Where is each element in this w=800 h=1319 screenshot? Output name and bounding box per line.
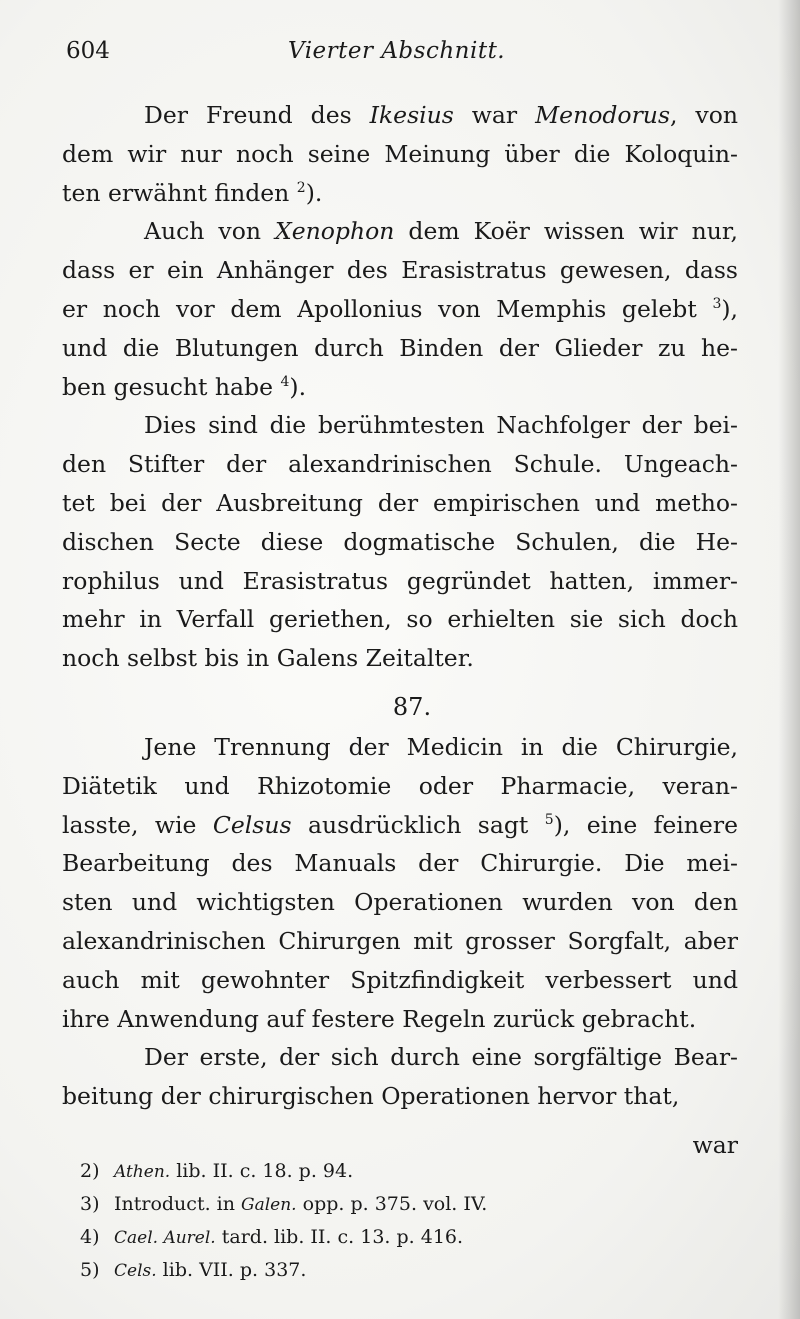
text-line [62,445,738,484]
italic-text: Athen. [114,1162,171,1182]
text-line [62,406,738,445]
text-run: war [453,101,536,129]
text-run: rophilus und Erasistratus gegründet hatten, immer- [62,566,738,595]
text-run: dem wir nur noch seine Meinung über die Koloquin- [62,139,738,168]
text-run: sten und wichtigsten Operationen wurden von den [62,888,738,917]
text-run: , von [670,101,738,129]
italic-text: Cels. [114,1261,157,1281]
text-run: lib. VII. p. 337. [156,1259,307,1281]
section-number: 87. [392,692,432,721]
footnote [80,1188,700,1221]
text-run: ), [721,294,738,323]
running-title: Vierter Abschnitt. [288,38,506,64]
catchword: war [692,1130,738,1159]
footnote-reference: 5 [544,811,554,828]
text-line [62,767,738,806]
text-run: ihre Anwendung auf festere Regeln zurück gebracht. [62,1004,697,1033]
text-run: noch selbst bis in Galens Zeitalter. [62,644,474,673]
text-run: dischen Secte diese dogmatische Schulen, die He- [62,527,738,556]
text-run: alexandrinischen Chirurgen mit grosser Sorgfalt, aber [62,926,738,955]
italic-text: Menodorus [535,101,670,129]
paragraph [62,212,738,406]
text-line [62,135,738,174]
text-run: ), eine feinere [553,810,738,839]
paragraph [62,96,738,212]
text-line [62,600,738,639]
paragraph [62,728,738,1038]
text-run: Jene Trennung der Medicin in die Chirurgie, [144,732,738,761]
page-header [66,38,746,78]
footnote [80,1221,700,1254]
text-run: Introduct. in [114,1193,242,1215]
text-line [62,883,738,922]
text-line [62,290,738,329]
text-line [62,96,738,135]
paragraph [62,406,738,678]
paragraph-group-1 [62,96,738,678]
footnote-number: 4) [80,1226,100,1248]
page-number: 604 [66,38,110,64]
text-line [62,961,738,1000]
text-run: dass er ein Anhänger des Erasistratus gewesen, dass [62,256,738,285]
footnote-reference: 4 [280,373,290,390]
text-line [62,523,738,562]
text-run: ausdrücklich sagt [291,810,545,839]
text-line [62,1000,738,1039]
text-line [62,1077,738,1116]
italic-text: Cael. Aurel. [114,1228,216,1248]
text-run: ben gesucht habe [62,372,281,401]
page-edge-shadow [778,0,800,1319]
text-run: auch mit gewohnter Spitzfindigkeit verbessert und [62,965,738,994]
text-run: tet bei der Ausbreitung der empirischen und metho- [62,488,738,517]
text-run: dem Koër wissen wir nur, [394,217,738,246]
text-line [62,484,738,523]
text-line [62,562,738,601]
footnote-number: 2) [80,1160,100,1182]
footnote-reference: 2 [296,179,306,196]
text-line [62,329,738,368]
text-run: ten erwähnt finden [62,178,297,207]
text-run: Dies sind die berühmtesten Nachfolger der bei- [144,411,738,440]
text-run: beitung der chirurgischen Operationen hervor that, [62,1082,680,1111]
text-run: mehr in Verfall geriethen, so erhielten sie sich doch [62,605,738,634]
text-line [62,844,738,883]
text-run: und die Blutungen durch Binden der Glieder zu he- [62,333,738,362]
text-line [62,922,738,961]
text-run: Auch von [144,217,275,246]
footnote-number: 3) [80,1193,100,1215]
text-run: Der erste, der sich durch eine sorgfältige Bear- [144,1043,738,1072]
paragraph [62,1038,738,1116]
text-run: lib. II. c. 18. p. 94. [170,1160,354,1182]
italic-text: Ikesius [369,101,454,129]
text-run: Diätetik und Rhizotomie oder Pharmacie, veran- [62,771,738,800]
italic-text: Galen. [241,1195,297,1215]
text-line [62,806,738,845]
text-line [62,368,738,407]
text-run: Der Freund des [144,101,370,129]
text-run: opp. p. 375. vol. IV. [296,1193,488,1215]
footnote [80,1155,700,1188]
text-run: tard. lib. II. c. 13. p. 416. [215,1226,464,1248]
text-run: ). [305,178,323,207]
text-run: den Stifter der alexandrinischen Schule. Ungeach- [62,450,738,479]
body-text [62,96,738,1162]
text-line [62,1038,738,1077]
footnotes [80,1155,700,1287]
footnote [80,1254,700,1287]
paragraph-group-2 [62,728,738,1116]
text-run: ). [289,372,307,401]
text-line [62,212,738,251]
italic-text: Celsus [212,810,292,839]
footnote-number: 5) [80,1259,100,1281]
text-run: er noch vor dem Apollonius von Memphis gelebt [62,294,713,323]
text-line [62,251,738,290]
text-line [62,174,738,213]
italic-text: Xenophon [275,217,395,246]
text-line [62,639,738,678]
footnote-reference: 3 [712,295,722,312]
text-run: lasste, wie [62,810,213,839]
text-line [62,728,738,767]
text-run: Bearbeitung des Manuals der Chirurgie. Die mei- [62,849,738,878]
